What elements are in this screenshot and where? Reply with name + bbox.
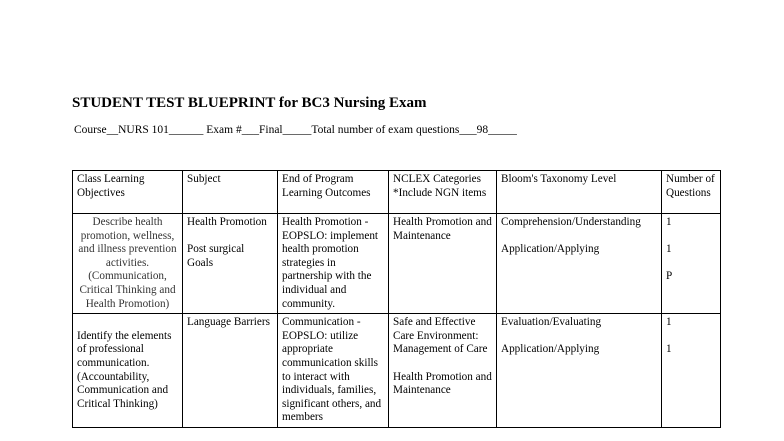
row2-nclex-1: Safe and Effective Care Environment: Management of Care bbox=[393, 316, 488, 356]
table-row bbox=[73, 314, 721, 428]
row2-count-1: 1 bbox=[666, 316, 672, 329]
row1-subject-1: Health Promotion bbox=[187, 216, 267, 228]
row1-nclex: Health Promotion and Maintenance bbox=[389, 214, 497, 314]
header-subject: Subject bbox=[183, 171, 278, 214]
total-questions-label: Total number of exam questions bbox=[311, 124, 460, 136]
row1-count-2: 1 bbox=[666, 243, 672, 256]
row1-subject-2: Post surgical Goals bbox=[187, 243, 245, 269]
exam-value: Final bbox=[258, 124, 283, 136]
row2-subject: Language Barriers bbox=[183, 314, 278, 428]
total-questions-value: 98 bbox=[476, 124, 489, 136]
table-row bbox=[73, 214, 721, 314]
row2-nclex bbox=[389, 314, 497, 428]
row2-count-2: 1 bbox=[666, 343, 672, 356]
header-nclex-categories: NCLEX Categories *Include NGN items bbox=[389, 171, 497, 214]
row2-objective-text: Identify the elements of professional communication. (Accountability, Communication and Critical Thinking) bbox=[77, 329, 172, 410]
row1-count-1: 1 bbox=[666, 216, 672, 228]
row2-nclex-2: Health Promotion and Maintenance bbox=[393, 370, 492, 397]
row1-subject bbox=[183, 214, 278, 314]
row1-bloom bbox=[497, 214, 662, 314]
exam-label: Exam # bbox=[206, 124, 242, 136]
row2-bloom bbox=[497, 314, 662, 428]
table-header-row bbox=[73, 171, 721, 214]
row1-count bbox=[662, 214, 721, 314]
row2-bloom-1: Evaluation/Evaluating bbox=[501, 316, 602, 329]
row2-objective bbox=[73, 314, 183, 428]
row1-objective: Describe health promotion, wellness, and illness prevention activities. (Communication, Critical Thinking and Health Promotion) bbox=[73, 214, 183, 314]
row1-outcome: Health Promotion - EOPSLO: implement health promotion strategies in partnership with the individual and community. bbox=[278, 214, 389, 314]
header-blooms-taxonomy: Bloom's Taxonomy Level bbox=[497, 171, 662, 214]
course-info-line: Course__NURS 101______ Exam #___Final_____Total number of exam questions___98_____ bbox=[74, 124, 517, 136]
row1-bloom-1: Comprehension/Understanding bbox=[501, 216, 641, 228]
document-title: STUDENT TEST BLUEPRINT for BC3 Nursing Exam bbox=[72, 95, 427, 111]
course-value: NURS 101 bbox=[118, 124, 169, 136]
header-class-learning-objectives: Class Learning Objectives bbox=[73, 171, 183, 214]
row2-count bbox=[662, 314, 721, 428]
row1-bloom-2: Application/Applying bbox=[501, 243, 600, 256]
course-label: Course bbox=[74, 124, 107, 136]
row2-outcome: Communication - EOPSLO: utilize appropriate communication skills to interact with individuals, families, significant others, and members bbox=[278, 314, 389, 428]
header-end-of-program-outcomes: End of Program Learning Outcomes bbox=[278, 171, 389, 214]
header-number-of-questions: Number of Questions bbox=[662, 171, 721, 214]
row1-count-3: P bbox=[666, 270, 673, 283]
row2-bloom-2: Application/Applying bbox=[501, 343, 600, 356]
blueprint-table bbox=[72, 170, 721, 428]
